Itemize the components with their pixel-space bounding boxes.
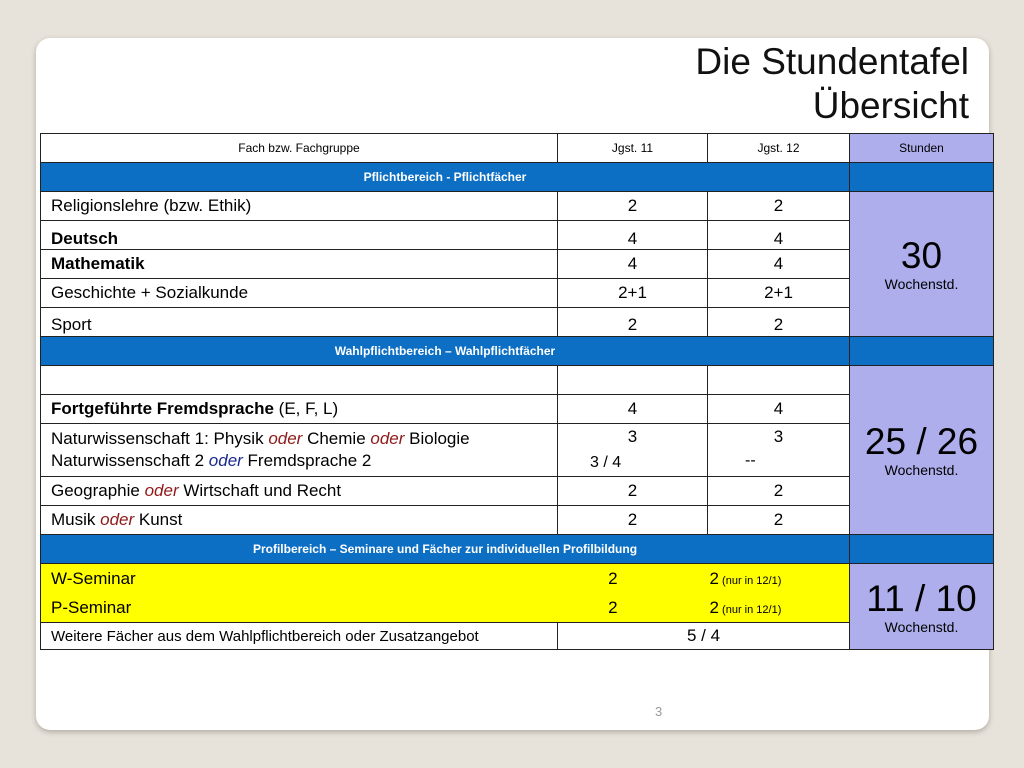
jgst12-cell: 2 bbox=[708, 192, 850, 221]
text: Fremdsprache 2 bbox=[242, 451, 372, 470]
fach-text: W-Seminar bbox=[51, 568, 136, 588]
header-jgst-12: Jgst. 12 bbox=[708, 134, 850, 163]
section-row-wahlpflicht bbox=[41, 337, 994, 366]
fach-cell: Deutsch bbox=[41, 221, 558, 250]
jgst12-cell: 2 bbox=[708, 506, 850, 535]
jgst11-cell: 2 bbox=[558, 308, 708, 337]
jgst12-cell: 2+1 bbox=[708, 279, 850, 308]
fach-cell: Sport bbox=[41, 308, 558, 337]
stundentafel-table bbox=[40, 133, 994, 650]
w-seminar-row bbox=[41, 564, 849, 593]
jgst11-cell: 2+1 bbox=[558, 279, 708, 308]
fach-cell bbox=[41, 395, 558, 424]
value: 3 bbox=[773, 427, 784, 446]
value: 3 / 4 bbox=[590, 454, 622, 471]
p-seminar-row bbox=[41, 593, 849, 622]
fach-cell bbox=[41, 477, 558, 506]
text: Biologie bbox=[404, 429, 470, 448]
weitere-value-cell: 5 / 4 bbox=[558, 623, 850, 650]
fach-cell bbox=[41, 506, 558, 535]
section-pflicht: Pflichtbereich - Pflichtfächer bbox=[41, 163, 850, 192]
pflicht-total-unit: Wochenstd. bbox=[884, 276, 959, 292]
note-text: (nur in 12/1) bbox=[719, 603, 782, 616]
text: Kunst bbox=[134, 510, 183, 529]
text: Naturwissenschaft 2 bbox=[51, 451, 209, 470]
header-fach: Fach bzw. Fachgruppe bbox=[41, 134, 558, 163]
jgst11-cell: 2 bbox=[558, 506, 708, 535]
text: Naturwissenschaft 1: Physik bbox=[51, 429, 269, 448]
oder-text: oder bbox=[370, 429, 405, 448]
page-number: 3 bbox=[655, 704, 663, 719]
section-profil-blank bbox=[850, 535, 994, 564]
jgst11-cell bbox=[558, 424, 708, 477]
header-row bbox=[41, 134, 994, 163]
fach-cell: Weitere Fächer aus dem Wahlpflichtbereich oder Zusatzangebot bbox=[41, 623, 558, 650]
text: Chemie bbox=[302, 429, 371, 448]
seminare-cell bbox=[41, 564, 850, 623]
jgst12-cell: 2 bbox=[708, 308, 850, 337]
nw-line-2 bbox=[51, 450, 547, 472]
jgst12-cell: 4 bbox=[708, 221, 850, 250]
profil-total-value: 11 / 10 bbox=[866, 577, 977, 619]
jgst11-value: 2 bbox=[608, 568, 618, 588]
oder-text: oder bbox=[268, 429, 303, 448]
fach-cell: Mathematik bbox=[41, 250, 558, 279]
value: 3 bbox=[627, 427, 638, 446]
empty-cell bbox=[41, 366, 558, 395]
text: Geographie bbox=[51, 481, 145, 500]
fach-rest: (E, F, L) bbox=[273, 399, 339, 418]
wahl-total-cell bbox=[850, 366, 994, 535]
empty-cell bbox=[708, 366, 850, 395]
jgst12-cell: 4 bbox=[708, 395, 850, 424]
nw-line-1 bbox=[51, 428, 547, 450]
section-row-profil bbox=[41, 535, 994, 564]
section-wahlpflicht-blank bbox=[850, 337, 994, 366]
jgst11-cell: 2 bbox=[558, 477, 708, 506]
pflicht-total-value: 30 bbox=[900, 235, 943, 276]
section-pflicht-blank bbox=[850, 163, 994, 192]
fach-bold: Fortgeführte Fremdsprache bbox=[51, 399, 274, 418]
profil-total-unit: Wochenstd. bbox=[884, 618, 959, 635]
text: Wirtschaft und Recht bbox=[178, 481, 342, 500]
fach-cell: Religionslehre (bzw. Ethik) bbox=[41, 192, 558, 221]
title-line-1: Die Stundentafel bbox=[695, 41, 969, 82]
jgst12-cell: 2 bbox=[708, 477, 850, 506]
jgst12-cell bbox=[708, 424, 850, 477]
title-line-2: Übersicht bbox=[812, 85, 969, 126]
table-row-empty bbox=[41, 366, 994, 395]
table-row bbox=[41, 192, 994, 221]
pflicht-total-cell bbox=[850, 192, 994, 337]
jgst12-cell: 4 bbox=[708, 250, 850, 279]
profil-total-cell bbox=[850, 564, 994, 650]
section-profil: Profilbereich – Seminare und Fächer zur individuellen Profilbildung bbox=[41, 535, 850, 564]
fach-text: P-Seminar bbox=[51, 597, 132, 617]
fach-cell: Geschichte + Sozialkunde bbox=[41, 279, 558, 308]
wahl-total-unit: Wochenstd. bbox=[884, 462, 959, 478]
oder-text: oder bbox=[208, 451, 243, 470]
jgst11-cell: 2 bbox=[558, 192, 708, 221]
section-wahlpflicht: Wahlpflichtbereich – Wahlpflichtfächer bbox=[41, 337, 850, 366]
table-row-seminare bbox=[41, 564, 994, 623]
jgst11-cell: 4 bbox=[558, 395, 708, 424]
wahl-total-value: 25 / 26 bbox=[864, 421, 979, 462]
section-row-pflicht bbox=[41, 163, 994, 192]
value: -- bbox=[745, 452, 756, 469]
jgst11-value: 2 bbox=[608, 597, 618, 617]
note-text: (nur in 12/1) bbox=[719, 574, 782, 587]
header-jgst-11: Jgst. 11 bbox=[558, 134, 708, 163]
oder-text: oder bbox=[144, 481, 179, 500]
slide-title bbox=[695, 40, 969, 128]
oder-text: oder bbox=[100, 510, 135, 529]
fach-cell bbox=[41, 424, 558, 477]
jgst11-cell: 4 bbox=[558, 221, 708, 250]
text: Musik bbox=[51, 510, 101, 529]
jgst12-value: 2 bbox=[709, 568, 719, 588]
header-stunden: Stunden bbox=[850, 134, 994, 163]
jgst11-cell: 4 bbox=[558, 250, 708, 279]
jgst12-value: 2 bbox=[709, 597, 719, 617]
empty-cell bbox=[558, 366, 708, 395]
